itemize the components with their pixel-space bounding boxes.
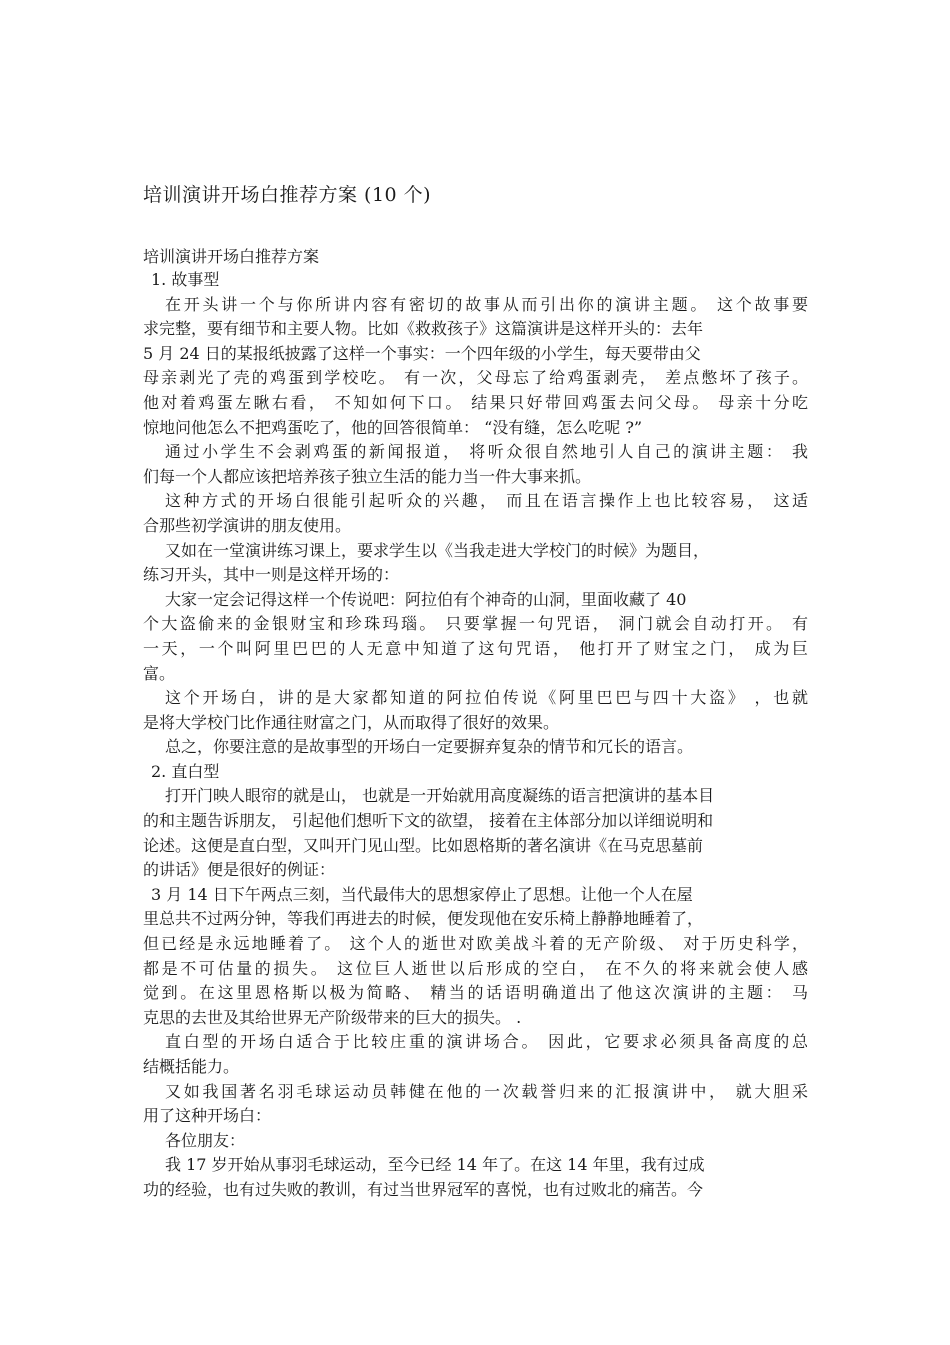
text-line: 克思的去世及其给世界无产阶级带来的巨大的损失。 . <box>143 1007 522 1027</box>
text-line: 练习开头，其中一则是这样开场的： <box>143 565 400 585</box>
text-line: 的和主题告诉朋友， 引起他们想听下文的欲望， 接着在主体部分加以详细说明和 <box>143 811 714 831</box>
document-subtitle: 培训演讲开场白推荐方案 <box>143 247 320 266</box>
text-line: 通过小学生不会剥鸡蛋的新闻报道， 将听众很自然地引人自己的演讲主题： 我 <box>165 442 808 462</box>
text-line: 论述。这便是直白型，又叫开门见山型。比如恩格斯的著名演讲《在马克思墓前 <box>143 835 704 855</box>
text-line: 的讲话》便是很好的例证： <box>143 860 336 880</box>
text-line: 在开头讲一个与你所讲内容有密切的故事从而引出你的演讲主题。 这个故事要 <box>165 294 808 314</box>
text-line: 又如我国著名羽毛球运动员韩健在他的一次载誉归来的汇报演讲中， 就大胆采 <box>165 1081 808 1101</box>
text-line: 但已经是永远地睡着了。 这个人的逝世对欧美战斗着的无产阶级、 对于历史科学， <box>143 934 808 954</box>
text-line: 5 月 24 日的某报纸披露了这样一个事实：一个四年级的小学生，每天要带由父 <box>143 343 701 363</box>
text-line: 合那些初学演讲的朋友使用。 <box>143 515 352 535</box>
text-line: 各位朋友： <box>165 1130 246 1150</box>
document-title: 培训演讲开场白推荐方案 (10 个) <box>143 184 432 206</box>
text-line: 这种方式的开场白很能引起听众的兴趣， 而且在语言操作上也比较容易， 这适 <box>165 491 808 511</box>
text-line: 是将大学校门比作通往财富之门，从而取得了很好的效果。 <box>143 712 560 732</box>
text-line: 觉到。在这里恩格斯以极为简略、 精当的话语明确道出了他这次演讲的主题： 马 <box>143 983 808 1003</box>
text-line: 直白型的开场白适合于比较庄重的演讲场合。 因此，它要求必须具备高度的总 <box>165 1032 808 1052</box>
text-line: 母亲剥光了壳的鸡蛋到学校吃。 有一次，父母忘了给鸡蛋剥壳， 差点憋坏了孩子。 <box>143 368 808 388</box>
text-line: 打开门映人眼帘的就是山， 也就是一开始就用高度凝练的语言把演讲的基本目 <box>165 786 715 806</box>
text-line: 求完整，要有细节和主要人物。比如《救救孩子》这篇演讲是这样开头的：去年 <box>143 319 704 339</box>
text-line: 惊地问他怎么不把鸡蛋吃了，他的回答很简单： “没有缝，怎么吃呢 ?” <box>143 417 643 437</box>
text-line: 大家一定会记得这样一个传说吧：阿拉伯有个神奇的山洞，里面收藏了 40 <box>165 589 687 609</box>
document-body <box>143 268 808 1203</box>
text-line: 2. 直白型 <box>151 761 220 781</box>
text-line: 富。 <box>143 663 176 683</box>
text-line: 个大盗偷来的金银财宝和珍珠玛瑙。 只要掌握一句咒语， 洞门就会自动打开。 有 <box>143 614 808 634</box>
text-line: 都是不可估量的损失。 这位巨人逝世以后形成的空白， 在不久的将来就会使人感 <box>143 958 808 978</box>
text-line: 3 月 14 日下午两点三刻，当代最伟大的思想家停止了思想。让他一个人在屋 <box>151 884 693 904</box>
text-line: 功的经验，也有过失败的教训，有过当世界冠军的喜悦，也有过败北的痛苦。今 <box>143 1179 704 1199</box>
text-line: 我 17 岁开始从事羽毛球运动，至今已经 14 年了。在这 14 年里，我有过成 <box>165 1155 705 1175</box>
text-line: 这个开场白，讲的是大家都知道的阿拉伯传说《阿里巴巴与四十大盗》 ，也就 <box>165 688 808 708</box>
text-line: 又如在一堂演讲练习课上，要求学生以《当我走进大学校门的时候》为题目， <box>165 540 710 560</box>
text-line: 里总共不过两分钟，等我们再进去的时候，便发现他在安乐椅上静静地睡着了， <box>143 909 704 929</box>
text-line: 1. 故事型 <box>151 270 220 289</box>
text-line: 们每一个人都应该把培养孩子独立生活的能力当一件大事来抓。 <box>143 466 592 486</box>
text-line: 他对着鸡蛋左瞅右看， 不知如何下口。 结果只好带回鸡蛋去问父母。 母亲十分吃 <box>143 392 808 412</box>
text-line: 结概括能力。 <box>143 1057 240 1076</box>
text-line: 总之，你要注意的是故事型的开场白一定要摒弃复杂的情节和冗长的语言。 <box>165 737 694 757</box>
text-line: 用了这种开场白： <box>143 1106 272 1126</box>
text-line: 一天，一个叫阿里巴巴的人无意中知道了这句咒语， 他打开了财宝之门， 成为巨 <box>143 638 808 658</box>
